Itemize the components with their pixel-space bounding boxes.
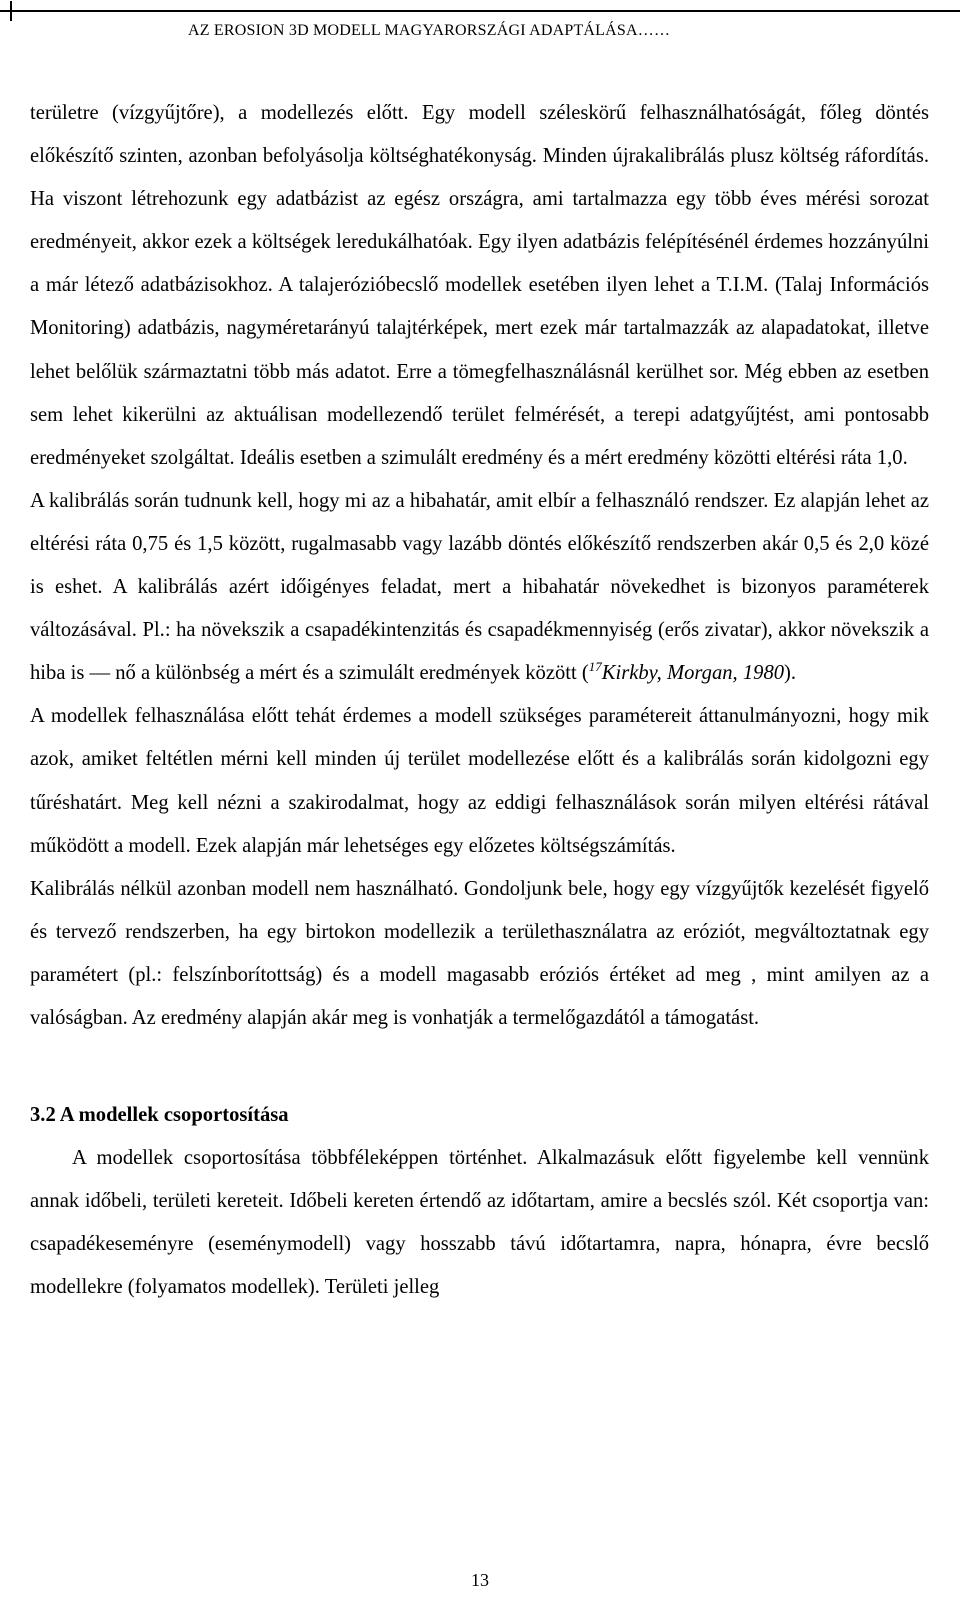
crop-mark-icon bbox=[2, 1, 20, 21]
running-title: AZ EROSION 3D MODELL MAGYARORSZÁGI ADAPTÁLÁSA…… bbox=[188, 22, 671, 39]
section-heading: 3.2 A modellek csoportosítása bbox=[30, 1104, 289, 1127]
paragraph-2: A modellek felhasználása előtt tehát érdemes a modell szükséges paramétereit áttanulmányozni, hogy mik azok, amiket feltétlen mérni kell minden új terület modellezése előtt és a kalibrálás során kidolgozni egy tűréshatárt. Meg kell nézni a szakirodalmat, hogy az eddigi felhasználások során milyen eltérési rátával működött a modell. Ezek alapján már lehetséges egy előzetes költségszámítás. bbox=[30, 705, 929, 857]
header-rule bbox=[0, 10, 960, 12]
citation: Kirkby, Morgan, 1980 bbox=[601, 662, 785, 685]
section-paragraph: A modellek csoportosítása többféleképpen történhet. Alkalmazásuk előtt figyelembe kell vennünk annak időbeli, területi kereteit. Időbeli kereten értendő az időtartam, amire a becslés szól. Két csoportja van: csapadékeseményre (eseménymodell) vagy hosszabb távú időtartamra, napra, hónapra, évre becslő modellekre (folyamatos modellek). Területi jelleg bbox=[30, 1147, 929, 1299]
section-gap bbox=[30, 1040, 929, 1094]
paragraph-1: területre (vízgyűjtőre), a modellezés előtt. Egy modell széleskörű felhasználhatóságát, főleg döntés előkészítő szinten, azonban befolyásolja költséghatékonyság. Minden újrakalibrálás plusz költség ráfordítás. Ha viszont létrehozunk egy adatbázist az egész országra, ami tartalmazza egy több éves mérési sorozat eredményeit, akkor ezek a költségek leredukálhatóak. Egy ilyen adatbázis felépítésénél érdemes hozzányúlni a már létező adatbázisokhoz. A talajerózióbecslő modellek esetében ilyen lehet a T.I.M. (Talaj Információs Monitoring) adatbázis, nagyméretarányú talajtérképek, mert ezek már tartalmazzák az alapadatokat, illetve lehet belőlük származtatni több más adatot. Erre a tömegfelhasználásnál kerülhet sor. Még ebben az esetben sem lehet kikerülni az aktuálisan modellezendő terület felmérését, a terepi adatgyűjtést, ami pontosabb eredményeket szolgáltat. Ideális esetben a szimulált eredmény és a mért eredmény közötti eltérési ráta 1,0. bbox=[30, 102, 929, 469]
paragraph-calibration bbox=[30, 480, 929, 695]
calibration-text: A kalibrálás során tudnunk kell, hogy mi az a hibahatár, amit elbír a felhasználó rendszer. Ez alapján lehet az eltérési ráta 0,75 és 1,5 között, rugalmasabb vagy lazább döntés előkészítő rendszerben akár 0,5 és 2,0 közé is eshet. A kalibrálás azért időigényes feladat, mert a hibahatár növekedhet is bizonyos paraméterek változásával. Pl.: ha növekszik a csapadékintenzitás és csapadékmennyiség (erős zivatar), akkor növekszik a hiba is — nő a különbség a mért és a szimulált eredmények között ( bbox=[30, 489, 929, 685]
paragraph-3: Kalibrálás nélkül azonban modell nem használható. Gondoljunk bele, hogy egy vízgyűjtők kezelését figyelő és tervező rendszerben, ha egy birtokon modellezik a területhasználatra az eróziót, megváltoztatnak egy paramétert (pl.: felszínborítottság) és a modell magasabb eróziós értéket ad meg , mint amilyen az a valóságban. Az eredmény alapján akár meg is vonhatják a termelőgazdától a támogatást. bbox=[30, 877, 929, 1029]
document-body bbox=[30, 92, 929, 1310]
citation-close: ). bbox=[784, 662, 797, 685]
reference-number: 17 bbox=[588, 659, 602, 675]
page-number: 13 bbox=[471, 1570, 489, 1590]
page-header bbox=[0, 0, 960, 60]
